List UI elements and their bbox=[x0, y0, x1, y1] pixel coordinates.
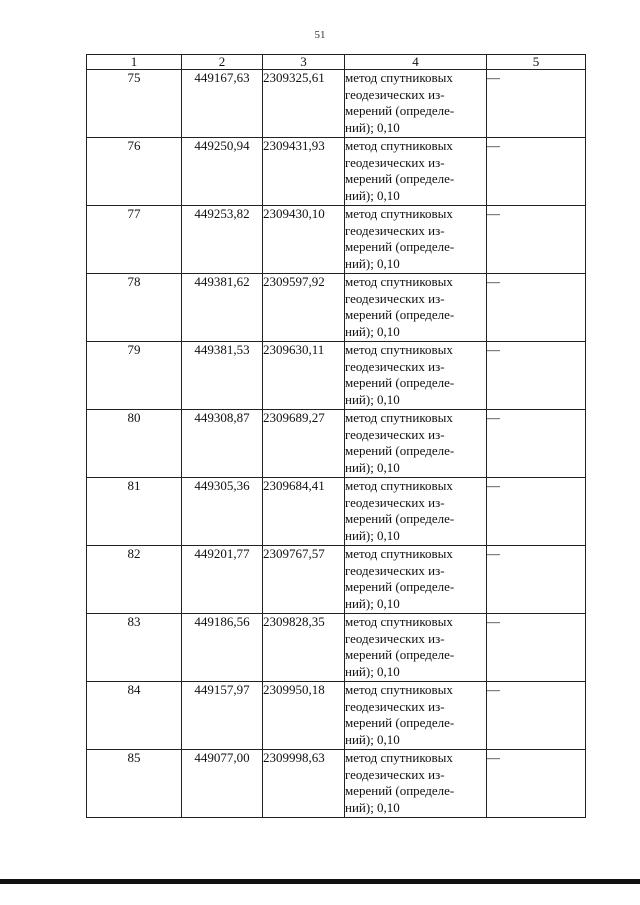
y-coordinate-cell: 2309828,35 bbox=[263, 614, 345, 682]
method-line: геодезических из- bbox=[345, 766, 445, 782]
method-line: геодезических из- bbox=[345, 290, 445, 306]
method-line: мерений (определе- bbox=[345, 171, 455, 186]
description-cell: — bbox=[487, 206, 586, 274]
table-row bbox=[87, 70, 586, 138]
x-coordinate-cell: 449157,97 bbox=[182, 682, 263, 750]
header-col-2: 2 bbox=[182, 55, 263, 70]
y-coordinate-cell: 2309684,41 bbox=[263, 478, 345, 546]
method-line: мерений (определе- bbox=[345, 579, 455, 594]
table-row bbox=[87, 410, 586, 478]
y-coordinate-cell: 2309597,92 bbox=[263, 274, 345, 342]
method-cell bbox=[345, 70, 487, 138]
table-row bbox=[87, 478, 586, 546]
method-line: ний); 0,10 bbox=[345, 663, 400, 679]
point-number-cell: 81 bbox=[87, 478, 182, 546]
x-coordinate-cell: 449186,56 bbox=[182, 614, 263, 682]
method-line: ний); 0,10 bbox=[345, 595, 400, 611]
y-coordinate-cell: 2309325,61 bbox=[263, 70, 345, 138]
x-coordinate-cell: 449077,00 bbox=[182, 750, 263, 818]
method-cell bbox=[345, 478, 487, 546]
method-line: геодезических из- bbox=[345, 494, 445, 510]
method-line: геодезических из- bbox=[345, 630, 445, 646]
table-row bbox=[87, 614, 586, 682]
method-cell bbox=[345, 138, 487, 206]
description-cell: — bbox=[487, 138, 586, 206]
method-line: метод спутниковых bbox=[345, 410, 453, 425]
x-coordinate-cell: 449253,82 bbox=[182, 206, 263, 274]
method-line: ний); 0,10 bbox=[345, 391, 400, 407]
method-line: геодезических из- bbox=[345, 154, 445, 170]
method-line: геодезических из- bbox=[345, 562, 445, 578]
x-coordinate-cell: 449201,77 bbox=[182, 546, 263, 614]
method-line: метод спутниковых bbox=[345, 342, 453, 357]
point-number-cell: 79 bbox=[87, 342, 182, 410]
method-line: мерений (определе- bbox=[345, 715, 455, 730]
method-line: метод спутниковых bbox=[345, 614, 453, 629]
y-coordinate-cell: 2309430,10 bbox=[263, 206, 345, 274]
table-row bbox=[87, 750, 586, 818]
point-number-cell: 76 bbox=[87, 138, 182, 206]
description-cell: — bbox=[487, 478, 586, 546]
method-line: метод спутниковых bbox=[345, 206, 453, 221]
method-cell bbox=[345, 274, 487, 342]
method-cell bbox=[345, 682, 487, 750]
method-line: мерений (определе- bbox=[345, 647, 455, 662]
method-cell bbox=[345, 342, 487, 410]
method-line: мерений (определе- bbox=[345, 307, 455, 322]
header-col-4: 4 bbox=[345, 55, 487, 70]
x-coordinate-cell: 449250,94 bbox=[182, 138, 263, 206]
method-line: геодезических из- bbox=[345, 698, 445, 714]
method-line: ний); 0,10 bbox=[345, 459, 400, 475]
table-row bbox=[87, 682, 586, 750]
method-cell bbox=[345, 750, 487, 818]
method-line: ний); 0,10 bbox=[345, 731, 400, 747]
table-row bbox=[87, 138, 586, 206]
table-header bbox=[87, 55, 586, 70]
description-cell: — bbox=[487, 682, 586, 750]
method-cell bbox=[345, 410, 487, 478]
header-col-1: 1 bbox=[87, 55, 182, 70]
description-cell: — bbox=[487, 274, 586, 342]
y-coordinate-cell: 2309950,18 bbox=[263, 682, 345, 750]
method-line: метод спутниковых bbox=[345, 478, 453, 493]
method-line: мерений (определе- bbox=[345, 783, 455, 798]
point-number-cell: 83 bbox=[87, 614, 182, 682]
description-cell: — bbox=[487, 546, 586, 614]
method-line: мерений (определе- bbox=[345, 103, 455, 118]
method-line: ний); 0,10 bbox=[345, 187, 400, 203]
x-coordinate-cell: 449308,87 bbox=[182, 410, 263, 478]
method-line: геодезических из- bbox=[345, 426, 445, 442]
table-row bbox=[87, 206, 586, 274]
header-row bbox=[87, 55, 586, 70]
page-number: 51 bbox=[314, 29, 326, 41]
point-number-cell: 85 bbox=[87, 750, 182, 818]
method-line: мерений (определе- bbox=[345, 239, 455, 254]
method-line: ний); 0,10 bbox=[345, 799, 400, 815]
point-number-cell: 80 bbox=[87, 410, 182, 478]
method-line: метод спутниковых bbox=[345, 274, 453, 289]
table-row bbox=[87, 546, 586, 614]
method-line: мерений (определе- bbox=[345, 511, 455, 526]
method-line: геодезических из- bbox=[345, 222, 445, 238]
table-row bbox=[87, 342, 586, 410]
description-cell: — bbox=[487, 410, 586, 478]
method-line: ний); 0,10 bbox=[345, 119, 400, 135]
method-line: геодезических из- bbox=[345, 86, 445, 102]
table-row bbox=[87, 274, 586, 342]
method-cell bbox=[345, 614, 487, 682]
point-number-cell: 78 bbox=[87, 274, 182, 342]
point-number-cell: 75 bbox=[87, 70, 182, 138]
method-line: метод спутниковых bbox=[345, 138, 453, 153]
y-coordinate-cell: 2309630,11 bbox=[263, 342, 345, 410]
x-coordinate-cell: 449167,63 bbox=[182, 70, 263, 138]
x-coordinate-cell: 449305,36 bbox=[182, 478, 263, 546]
method-line: метод спутниковых bbox=[345, 546, 453, 561]
description-cell: — bbox=[487, 750, 586, 818]
method-cell bbox=[345, 206, 487, 274]
description-cell: — bbox=[487, 614, 586, 682]
method-line: мерений (определе- bbox=[345, 443, 455, 458]
description-cell: — bbox=[487, 342, 586, 410]
x-coordinate-cell: 449381,62 bbox=[182, 274, 263, 342]
method-cell bbox=[345, 546, 487, 614]
point-number-cell: 77 bbox=[87, 206, 182, 274]
method-line: метод спутниковых bbox=[345, 682, 453, 697]
y-coordinate-cell: 2309689,27 bbox=[263, 410, 345, 478]
header-col-5: 5 bbox=[487, 55, 586, 70]
x-coordinate-cell: 449381,53 bbox=[182, 342, 263, 410]
description-cell: — bbox=[487, 70, 586, 138]
y-coordinate-cell: 2309767,57 bbox=[263, 546, 345, 614]
method-line: метод спутниковых bbox=[345, 750, 453, 765]
table-body bbox=[87, 70, 586, 818]
y-coordinate-cell: 2309431,93 bbox=[263, 138, 345, 206]
method-line: ний); 0,10 bbox=[345, 527, 400, 543]
method-line: ний); 0,10 bbox=[345, 255, 400, 271]
method-line: ний); 0,10 bbox=[345, 323, 400, 339]
method-line: метод спутниковых bbox=[345, 70, 453, 85]
coordinates-table bbox=[86, 54, 586, 818]
header-col-3: 3 bbox=[263, 55, 345, 70]
method-line: мерений (определе- bbox=[345, 375, 455, 390]
bottom-rule bbox=[0, 879, 640, 884]
y-coordinate-cell: 2309998,63 bbox=[263, 750, 345, 818]
method-line: геодезических из- bbox=[345, 358, 445, 374]
point-number-cell: 82 bbox=[87, 546, 182, 614]
point-number-cell: 84 bbox=[87, 682, 182, 750]
